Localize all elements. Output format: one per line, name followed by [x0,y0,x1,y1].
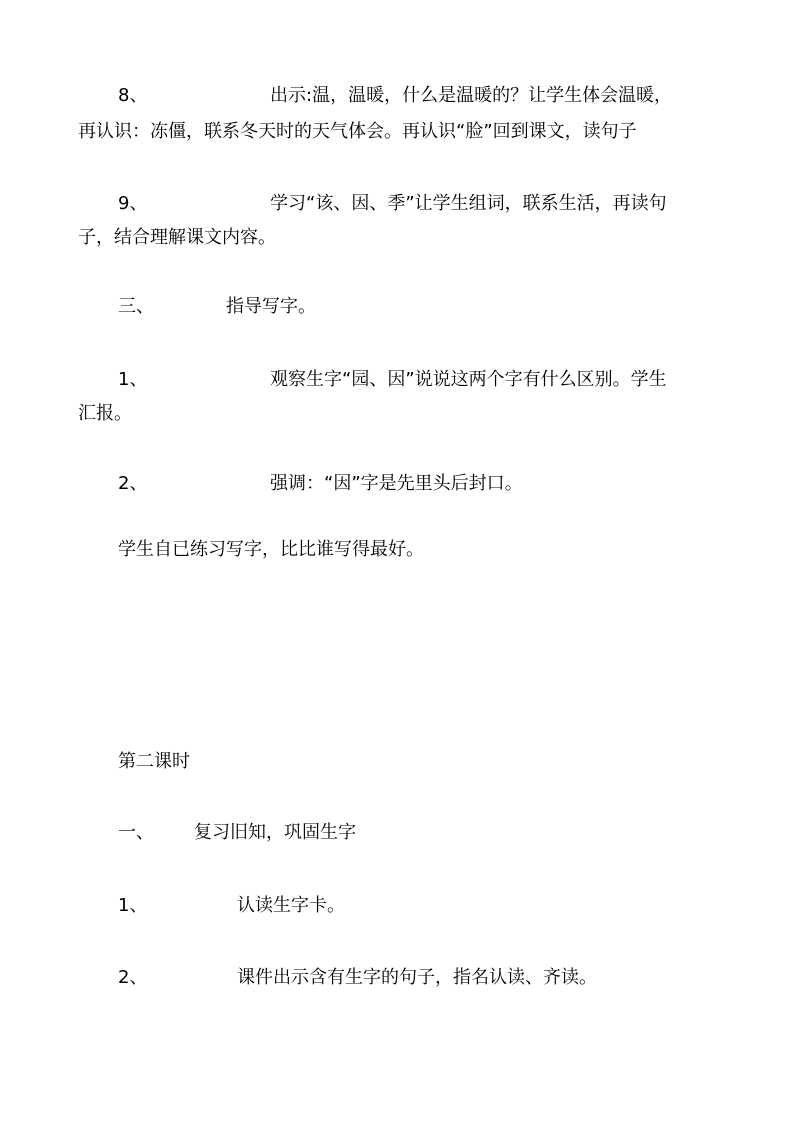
item-number: 8、 [118,85,148,106]
paragraph: 学生自已练习写字，比比谁写得最好。 [118,539,424,560]
item-continuation: 子，结合理解课文内容。 [78,227,276,248]
section-heading: 指导写字。 [226,296,316,317]
lesson-heading: 第二课时 [118,751,190,772]
item-number: 1、 [118,895,148,916]
item-text: 学习“该、因、季”让学生组词，联系生活，再读句 [270,193,667,214]
section-heading: 复习旧知，巩固生字 [194,822,356,843]
section-number: 一、 [118,822,154,843]
item-text: 出示:温，温暖，什么是温暖的？让学生体会温暖， [270,85,673,106]
item-text: 认读生字卡。 [237,895,345,916]
item-continuation: 汇报。 [78,403,132,424]
item-number: 2、 [118,473,148,494]
item-text: 观察生字“园、因”说说这两个字有什么区别。学生 [270,369,667,390]
item-number: 9、 [118,193,148,214]
item-text: 强调：“因”字是先里头后封口。 [270,473,523,494]
item-number: 1、 [118,369,148,390]
section-number: 三、 [118,296,154,317]
item-text: 课件出示含有生字的句子，指名认读、齐读。 [237,967,597,988]
item-number: 2、 [118,967,148,988]
item-continuation: 再认识：冻僵，联系冬天时的天气体会。再认识“脸”回到课文，读句子 [78,121,637,142]
